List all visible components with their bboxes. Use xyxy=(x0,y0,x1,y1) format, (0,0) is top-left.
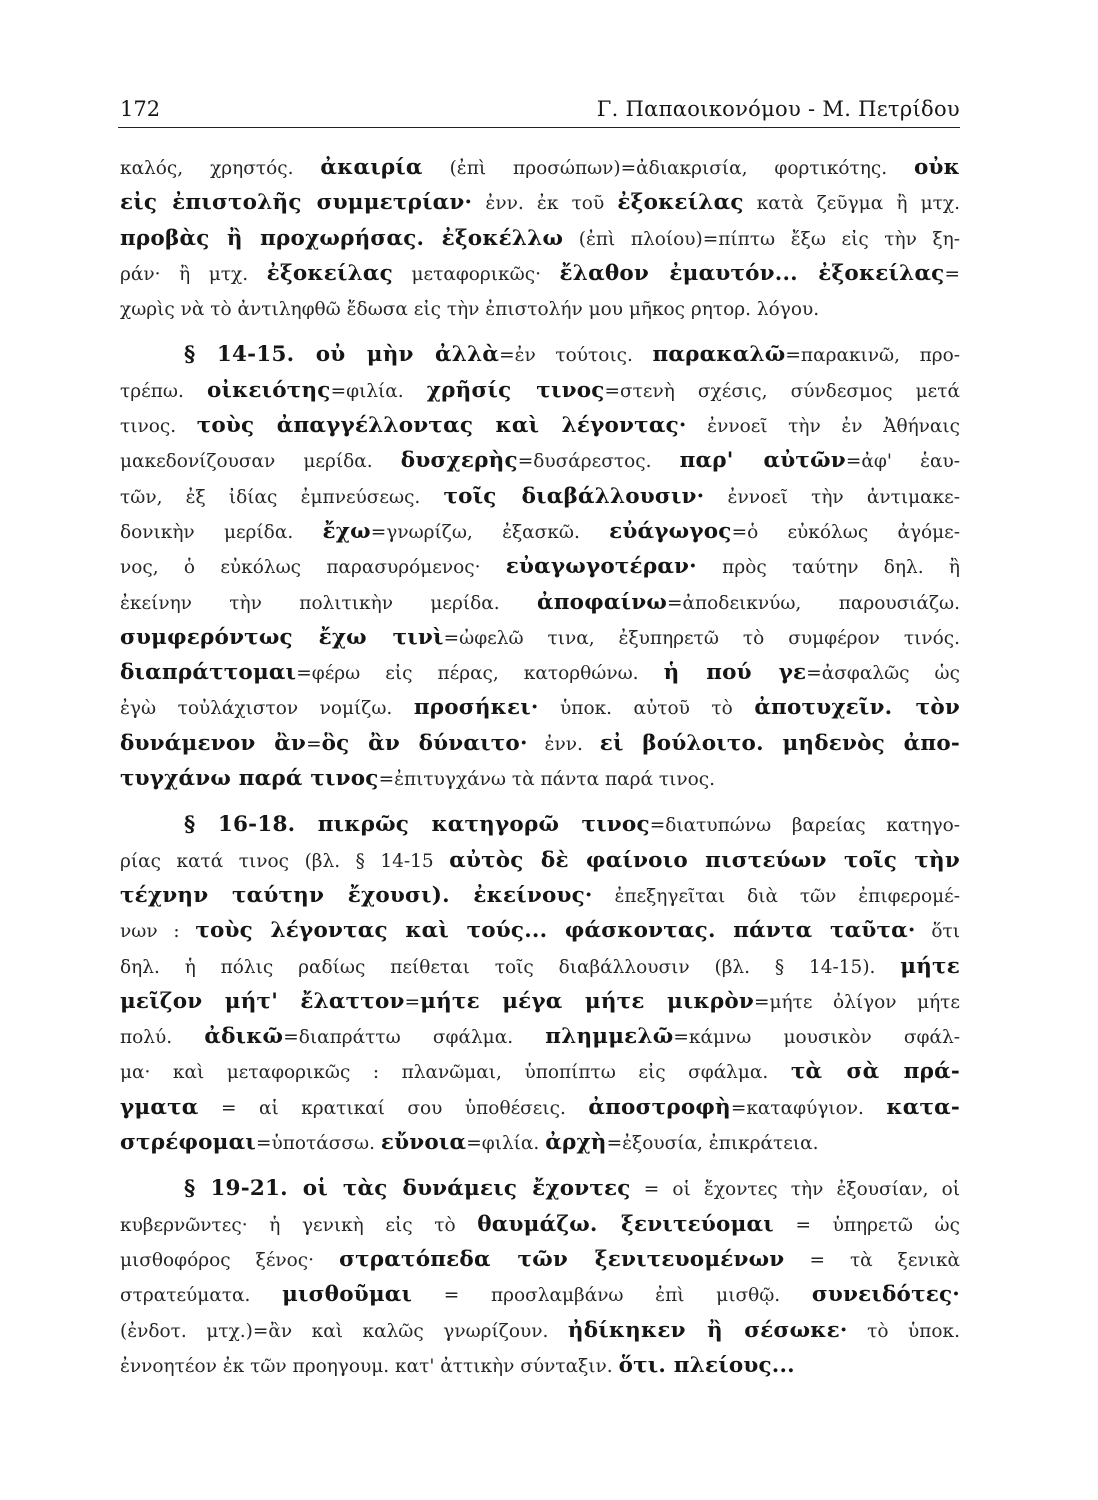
gloss: =φέρω εἰς πέρας, κατορθώνω. xyxy=(296,663,664,685)
lemma: ἀποστροφὴ xyxy=(588,1094,731,1120)
text-line xyxy=(120,807,960,842)
text-line xyxy=(120,843,960,878)
gloss: τινος. xyxy=(120,416,197,438)
lemma: διαπράττομαι xyxy=(120,660,297,686)
gloss: πολύ. xyxy=(120,1027,205,1049)
text-line xyxy=(120,726,960,761)
gloss: =καταφύγιον. xyxy=(730,1097,887,1119)
lemma: θαυμάζω. ξενιτεύομαι xyxy=(477,1211,774,1237)
gloss: = xyxy=(404,991,421,1013)
gloss: = τὰ ξενικὰ xyxy=(784,1249,961,1271)
text-line xyxy=(120,1171,960,1206)
gloss: = αἱ κρατικαί σου ὑποθέσεις. xyxy=(198,1097,589,1119)
lemma: δυσχερὴς xyxy=(400,448,518,474)
lemma: αὐτὸς δὲ φαίνοιο πιστεύων τοῖς τὴν xyxy=(449,847,960,873)
gloss: ἐκείνην τὴν πολιτικὴν μερίδα. xyxy=(120,592,537,614)
gloss: =ἐν τούτοις. xyxy=(499,345,653,367)
gloss: δηλ. ἡ πόλις ραδίως πείθεται τοῖς διαβάλλουσιν (βλ. § 14-15). xyxy=(120,956,901,978)
gloss: (ἐπὶ πλοίου)=πίπτω ἔξω εἰς τὴν ξη- xyxy=(563,228,960,250)
gloss: = προσλαμβάνω ἐπὶ μισθῷ. xyxy=(412,1285,812,1307)
gloss: στρατεύματα. xyxy=(120,1285,283,1307)
lemma: τοῖς διαβάλλουσιν· xyxy=(443,483,705,509)
lemma: τέχνην ταύτην ἔχουσι). ἐκείνους· xyxy=(120,882,593,908)
lemma: ὃς ἂν δύναιτο· xyxy=(321,730,528,756)
lemma: προσήκει· xyxy=(413,695,539,721)
gloss: =στενὴ σχέσις, σύνδεσμος μετά xyxy=(604,380,960,402)
gloss: ράν· ἢ μτχ. xyxy=(120,263,267,285)
gloss: =ἀποδεικνύω, παρουσιάζω. xyxy=(667,592,960,614)
text-line xyxy=(120,761,960,796)
gloss: καλός, χρηστός. xyxy=(120,158,321,179)
gloss: = xyxy=(944,263,960,285)
text-line xyxy=(120,1019,960,1054)
gloss: νων : xyxy=(120,921,196,943)
gloss: (ἐνδοτ. μτχ.)=ἂν καὶ καλῶς γνωρίζουν. xyxy=(120,1320,568,1342)
paragraph-gap xyxy=(120,796,960,807)
gloss: = οἱ ἔχοντες τὴν ἐξουσίαν, οἱ xyxy=(630,1179,960,1201)
text-line xyxy=(120,185,960,220)
gloss: ἐννοεῖ τὴν ἐν Ἀθήναις xyxy=(686,416,961,438)
lemma: εὐαγωγοτέραν· xyxy=(505,554,697,580)
gloss: κατὰ ζεῦγμα ἢ μτχ. xyxy=(743,193,960,215)
text-line xyxy=(120,256,960,291)
lemma: εὔνοια xyxy=(380,1130,467,1156)
lemma: κατα- xyxy=(886,1094,960,1120)
gloss: μισθοφόρος ξένος· xyxy=(120,1249,340,1271)
gloss: ὑποκ. αὐτοῦ τὸ xyxy=(538,698,755,720)
lemma: εἰς ἐπιστολῆς συμμετρίαν· xyxy=(120,190,473,216)
text-line xyxy=(120,984,960,1019)
commentary-body xyxy=(120,150,960,1383)
text-line xyxy=(120,585,960,620)
gloss: =διαπράττω σφάλμα. xyxy=(283,1027,546,1049)
text-line xyxy=(120,1313,960,1348)
gloss: = ὑπηρετῶ ὡς xyxy=(773,1214,960,1236)
gloss: ρίας κατά τινος (βλ. § 14-15 xyxy=(120,850,450,872)
lemma: στρέφομαι xyxy=(120,1130,256,1156)
text-line xyxy=(120,690,960,725)
text-line xyxy=(120,549,960,584)
gloss: =ἐπιτυγχάνω τὰ πάντα παρά τινος. xyxy=(378,769,716,791)
text-line xyxy=(120,221,960,256)
page-number: 172 xyxy=(120,97,161,121)
lemma: μήτε xyxy=(900,953,960,979)
lemma: μισθοῦμαι xyxy=(282,1282,413,1308)
gloss: νος, ὁ εὐκόλως παρασυρόμενος· xyxy=(120,557,506,579)
lemma: ἀποτυχεῖν. τὸν xyxy=(754,695,960,721)
lemma: ἡ πού γε xyxy=(663,660,807,686)
gloss: τῶν, ἐξ ἰδίας ἐμπνεύσεως. xyxy=(120,486,444,508)
gloss: ἐπεξηγεῖται διὰ τῶν ἐπιφερομέ- xyxy=(592,885,960,907)
text-line xyxy=(120,1125,960,1160)
lemma: δυνάμενον ἂν xyxy=(120,730,307,756)
text-line xyxy=(120,1054,960,1089)
gloss: ἐγὼ τοὐλάχιστον νομίζω. xyxy=(120,698,414,720)
lemma: οἰκειότης xyxy=(206,377,331,403)
text-line xyxy=(120,949,960,984)
text-line xyxy=(120,337,960,372)
lemma: εὐάγωγος xyxy=(609,518,732,544)
text-line xyxy=(120,655,960,690)
lemma: οὐκ xyxy=(914,155,960,180)
gloss: ἐνν. ἐκ τοῦ xyxy=(472,193,618,215)
gloss: μα· καὶ μεταφορικῶς : πλανῶμαι, ὑποπίπτω εἰς σφάλμα. xyxy=(120,1062,791,1084)
lemma: πλημμελῶ xyxy=(545,1024,674,1050)
text-line xyxy=(120,1348,960,1383)
gloss: =κάμνω μουσικὸν σφάλ- xyxy=(673,1027,960,1049)
gloss: δονικὴν μερίδα. xyxy=(120,521,323,543)
gloss: =ὁ εὐκόλως ἀγόμε- xyxy=(731,521,961,543)
gloss: =ὑποτάσσω. xyxy=(255,1133,381,1155)
lemma: ἀρχὴ xyxy=(545,1130,607,1156)
lemma: ἐξοκείλας xyxy=(266,260,393,286)
lemma: ἐξοκείλας xyxy=(617,190,744,216)
lemma: τυγχάνω παρά τινος xyxy=(120,766,379,792)
header-rule xyxy=(118,127,960,128)
lemma: § 19-21. οἱ τὰς δυνάμεις ἔχοντες xyxy=(184,1176,631,1202)
gloss: πρὸς ταύτην δηλ. ἢ xyxy=(696,557,960,579)
lemma: § 14-15. οὐ μὴν ἀλλὰ xyxy=(184,342,500,368)
text-line xyxy=(120,1242,960,1277)
text-line xyxy=(120,1090,960,1125)
gloss: τὸ ὑποκ. xyxy=(847,1320,961,1342)
running-head: Γ. Παπαοικονόμου - Μ. Πετρίδου xyxy=(596,97,960,121)
lemma: μεῖζον μήτ' ἔλαττον xyxy=(120,988,405,1014)
lemma: ἔλαθον ἐμαυτόν... ἐξοκείλας xyxy=(559,260,945,286)
lemma: συνειδότες· xyxy=(811,1282,960,1308)
lemma: μήτε μέγα μήτε μικρὸν xyxy=(420,988,754,1014)
gloss: =ἐξουσία, ἐπικράτεια. xyxy=(606,1133,819,1155)
text-line xyxy=(120,443,960,478)
lemma: παρακαλῶ xyxy=(652,342,786,368)
gloss: ἐννοητέον ἐκ τῶν προηγουμ. κατ' ἀττικὴν σύνταξιν. xyxy=(120,1355,619,1377)
gloss: =φιλία. xyxy=(330,380,427,402)
gloss: =φιλία. xyxy=(466,1133,546,1155)
gloss: =γνωρίζω, ἐξασκῶ. xyxy=(370,521,610,543)
gloss: =ὠφελῶ τινα, ἐξυπηρετῶ τὸ συμφέρον τινός. xyxy=(443,627,960,649)
lemma: στρατόπεδα τῶν ξενιτευομένων xyxy=(339,1246,785,1272)
gloss: τρέπω. xyxy=(120,380,207,402)
lemma: ἠδίκηκεν ἢ σέσωκε· xyxy=(567,1317,848,1343)
gloss: ἐννοεῖ τὴν ἀντιμακε- xyxy=(704,486,960,508)
gloss: κυβερνῶντες· ἡ γενικὴ εἰς τὸ xyxy=(120,1214,478,1236)
lemma: ἀκαιρία xyxy=(320,155,423,180)
gloss: ἐνν. xyxy=(527,733,600,755)
gloss: χωρὶς νὰ τὸ ἀντιληφθῶ ἔδωσα εἰς τὴν ἐπιστολήν μου μῆκος ρητορ. λόγου. xyxy=(120,299,820,321)
text-line xyxy=(120,408,960,443)
lemma: § 16-18. πικρῶς κατηγορῶ τινος xyxy=(184,812,650,838)
gloss: ὅτι xyxy=(915,921,960,943)
text-line xyxy=(120,479,960,514)
lemma: ὅτι. πλείους... xyxy=(618,1352,795,1378)
lemma: τοὺς λέγοντας καὶ τούς... φάσκοντας. πάντα ταῦτα· xyxy=(195,918,916,944)
gloss: =δυσάρεστος. xyxy=(517,451,680,473)
gloss: μακεδονίζουσαν μερίδα. xyxy=(120,451,401,473)
gloss: =μήτε ὀλίγον μήτε xyxy=(753,991,960,1013)
text-line xyxy=(120,373,960,408)
lemma: προβὰς ἢ προχωρήσας. ἐξοκέλλω xyxy=(120,225,564,251)
lemma: χρῆσίς τινος xyxy=(426,377,605,403)
gloss: =ἀφ' ἑαυ- xyxy=(845,451,960,473)
text-line xyxy=(120,913,960,948)
text-line xyxy=(120,514,960,549)
gloss: μεταφορικῶς· xyxy=(392,263,560,285)
lemma: εἰ βούλοιτο. μηδενὸς ἀπο- xyxy=(599,730,961,756)
text-line xyxy=(120,878,960,913)
paragraph-gap xyxy=(120,1160,960,1171)
lemma: τὰ σὰ πρά- xyxy=(790,1059,960,1085)
text-line xyxy=(120,1277,960,1312)
text-line xyxy=(120,1207,960,1242)
text-line xyxy=(120,620,960,655)
text-line xyxy=(120,291,960,326)
lemma: τοὺς ἀπαγγέλλοντας καὶ λέγοντας· xyxy=(196,413,687,439)
gloss: (ἐπὶ προσώπων)=ἀδιακρισία, φορτικότης. xyxy=(422,158,915,179)
lemma: ἀποφαίνω xyxy=(537,589,668,615)
gloss: =παρακινῶ, προ- xyxy=(785,345,960,367)
gloss: =διατυπώνω βαρείας κατηγο- xyxy=(649,815,961,837)
lemma: γματα xyxy=(120,1094,199,1120)
gloss: =ἀσφαλῶς ὡς xyxy=(806,663,960,685)
paragraph-gap xyxy=(120,326,960,337)
text-line xyxy=(120,150,960,185)
lemma: συμφερόντως ἔχω τινὶ xyxy=(120,624,444,650)
lemma: παρ' αὐτῶν xyxy=(679,448,846,474)
gloss: = xyxy=(306,733,322,755)
lemma: ἔχω xyxy=(322,518,371,544)
lemma: ἀδικῶ xyxy=(204,1024,284,1050)
